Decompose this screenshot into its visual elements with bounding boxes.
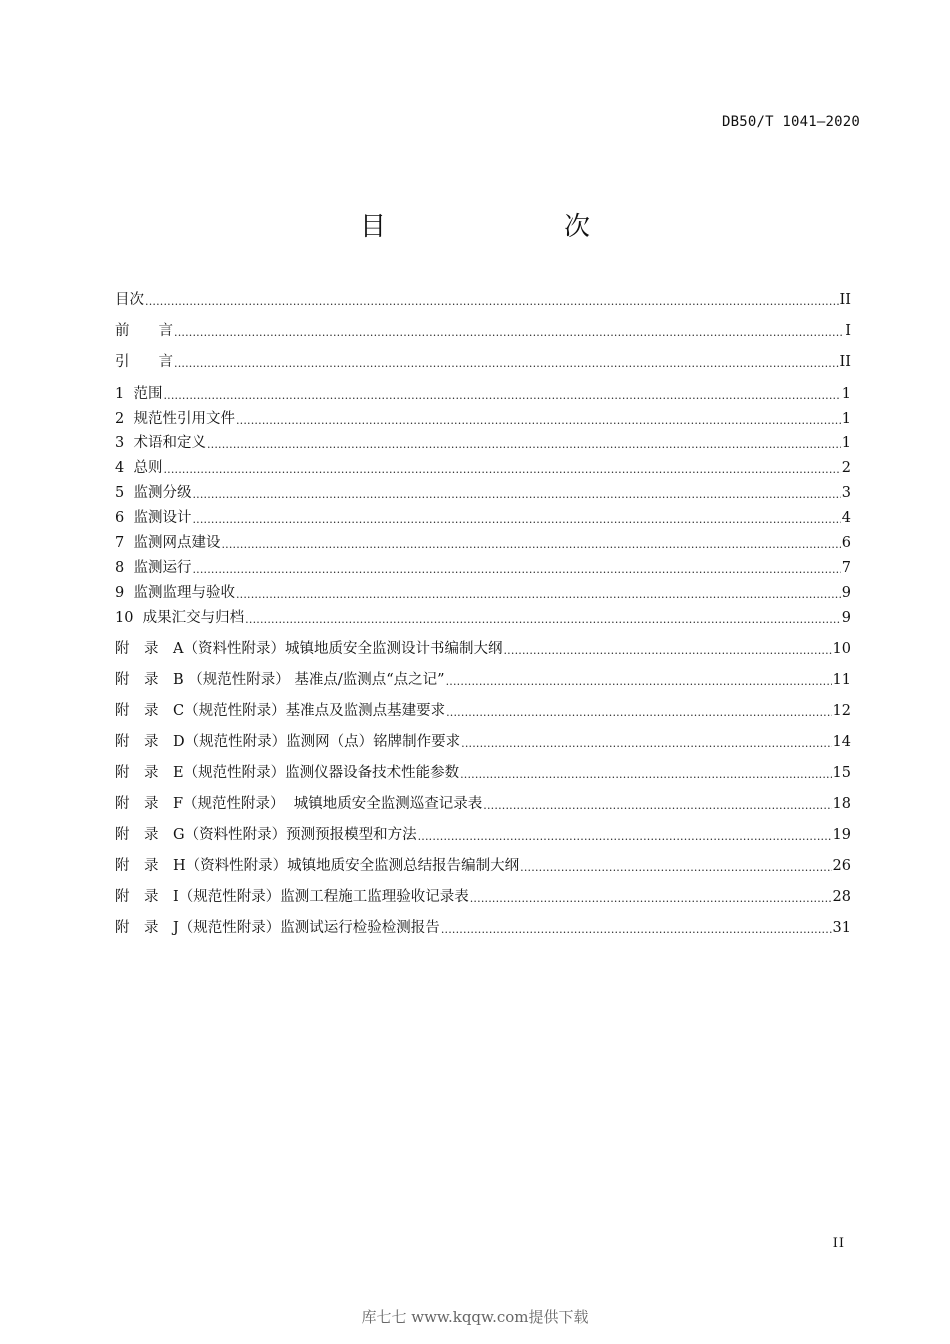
toc-entry-label: 附 录 J（规范性附录）监测试运行检验检测报告 <box>115 920 440 936</box>
toc-entry-section-1[interactable] <box>115 381 851 403</box>
toc-entry-page: 1 <box>841 435 851 451</box>
toc-entry-appendix-d[interactable] <box>115 729 851 751</box>
toc-entry-page: II <box>839 292 851 308</box>
dot-leader <box>192 488 840 502</box>
toc-entry-page: 11 <box>832 672 851 688</box>
toc-entry-page: 1 <box>841 386 851 402</box>
toc-entry-page: 4 <box>841 510 851 526</box>
toc-entry-page: 6 <box>841 535 851 551</box>
toc-entry-page: 14 <box>832 734 851 750</box>
toc-entry-page: 15 <box>832 765 851 781</box>
toc-entry-label: 7 监测网点建设 <box>115 535 221 551</box>
dot-leader <box>460 768 831 782</box>
dot-leader <box>446 706 831 720</box>
toc-entry-label: 附 录 A（资料性附录）城镇地质安全监测设计书编制大纲 <box>115 641 503 657</box>
dot-leader <box>245 613 841 627</box>
toc-entry-label: 前 言 <box>115 323 173 339</box>
dot-leader <box>236 588 841 602</box>
toc-entry-appendix-c[interactable] <box>115 698 851 720</box>
dot-leader <box>174 357 839 371</box>
toc-entry-label: 附 录 D（规范性附录）监测网（点）铭牌制作要求 <box>115 734 461 750</box>
dot-leader <box>441 923 832 937</box>
toc-entry-label: 1 范围 <box>115 386 163 402</box>
toc-entry-label: 3 术语和定义 <box>115 435 206 451</box>
toc-entry-section-5[interactable] <box>115 480 851 502</box>
dot-leader <box>163 389 840 403</box>
toc-entry-label: 附 录 H（资料性附录）城镇地质安全监测总结报告编制大纲 <box>115 858 520 874</box>
download-watermark: 库七七 www.kqqw.com提供下载 <box>361 1308 589 1326</box>
toc-entry-label: 目次 <box>115 292 144 308</box>
toc-entry-section-2[interactable] <box>115 406 851 428</box>
dot-leader <box>418 830 832 844</box>
toc-entry-section-10[interactable] <box>115 605 851 627</box>
dot-leader <box>163 463 840 477</box>
dot-leader <box>483 799 831 813</box>
toc-entry-page: 2 <box>841 460 851 476</box>
toc-entry-appendix-a[interactable] <box>115 636 851 658</box>
toc-entry-page: 26 <box>832 858 851 874</box>
dot-leader <box>503 644 831 658</box>
toc-entry-section-3[interactable] <box>115 430 851 452</box>
dot-leader <box>461 737 831 751</box>
dot-leader <box>470 892 832 906</box>
toc-entry-page: 12 <box>832 703 851 719</box>
toc-entry-appendix-g[interactable] <box>115 822 851 844</box>
dot-leader <box>446 675 832 689</box>
toc-entry-appendix-f[interactable] <box>115 791 851 813</box>
dot-leader <box>221 538 840 552</box>
toc-entry-label: 附 录 F（规范性附录） 城镇地质安全监测巡查记录表 <box>115 796 483 812</box>
toc-entry-section-9[interactable] <box>115 580 851 602</box>
toc-entry-label: 4 总则 <box>115 460 163 476</box>
toc-entry-page: 19 <box>832 827 851 843</box>
dot-leader <box>207 438 841 452</box>
toc-entry-page: 28 <box>832 889 851 905</box>
toc-entry-label: 9 监测监理与验收 <box>115 585 235 601</box>
toc-entry-label: 8 监测运行 <box>115 560 192 576</box>
dot-leader <box>192 563 840 577</box>
dot-leader <box>174 326 844 340</box>
toc-entry-page: 3 <box>841 485 851 501</box>
toc-entry-section-6[interactable] <box>115 505 851 527</box>
toc-entry-page: 18 <box>832 796 851 812</box>
toc-entry-contents[interactable] <box>115 287 851 309</box>
toc-entry-section-8[interactable] <box>115 555 851 577</box>
toc-entry-appendix-j[interactable] <box>115 915 851 937</box>
toc-entry-label: 附 录 I（规范性附录）监测工程施工监理验收记录表 <box>115 889 469 905</box>
dot-leader <box>236 414 841 428</box>
toc-entry-label: 附 录 G（资料性附录）预测预报模型和方法 <box>115 827 417 843</box>
toc-entry-section-7[interactable] <box>115 530 851 552</box>
toc-entry-label: 附 录 C（规范性附录）基准点及监测点基建要求 <box>115 703 446 719</box>
toc-entry-page: 31 <box>832 920 851 936</box>
toc-entry-label: 引 言 <box>115 354 173 370</box>
toc-entry-appendix-h[interactable] <box>115 853 851 875</box>
page-title: 目 次 <box>359 212 632 242</box>
table-of-contents <box>115 0 851 1000</box>
page-number: II <box>832 1236 845 1251</box>
toc-entry-label: 附 录 E（规范性附录）监测仪器设备技术性能参数 <box>115 765 460 781</box>
toc-entry-section-4[interactable] <box>115 455 851 477</box>
toc-entry-label: 5 监测分级 <box>115 485 192 501</box>
toc-entry-appendix-i[interactable] <box>115 884 851 906</box>
dot-leader <box>192 513 840 527</box>
dot-leader <box>145 295 839 309</box>
document-number: DB50/T 1041—2020 <box>721 114 860 130</box>
toc-entry-label: 2 规范性引用文件 <box>115 411 235 427</box>
toc-entry-appendix-e[interactable] <box>115 760 851 782</box>
toc-entry-page: 7 <box>841 560 851 576</box>
toc-entry-page: II <box>839 354 851 370</box>
toc-entry-label: 10 成果汇交与归档 <box>115 610 245 626</box>
toc-entry-introduction[interactable] <box>115 349 851 371</box>
toc-entry-appendix-b[interactable] <box>115 667 851 689</box>
dot-leader <box>520 861 831 875</box>
toc-entry-page: 9 <box>841 610 851 626</box>
toc-entry-label: 6 监测设计 <box>115 510 192 526</box>
toc-entry-page: 1 <box>841 411 851 427</box>
toc-entry-page: 10 <box>832 641 851 657</box>
toc-entry-page: 9 <box>841 585 851 601</box>
toc-entry-foreword[interactable] <box>115 318 851 340</box>
toc-entry-label: 附 录 B （规范性附录） 基准点/监测点“点之记” <box>115 672 445 688</box>
toc-entry-page: I <box>845 323 851 339</box>
